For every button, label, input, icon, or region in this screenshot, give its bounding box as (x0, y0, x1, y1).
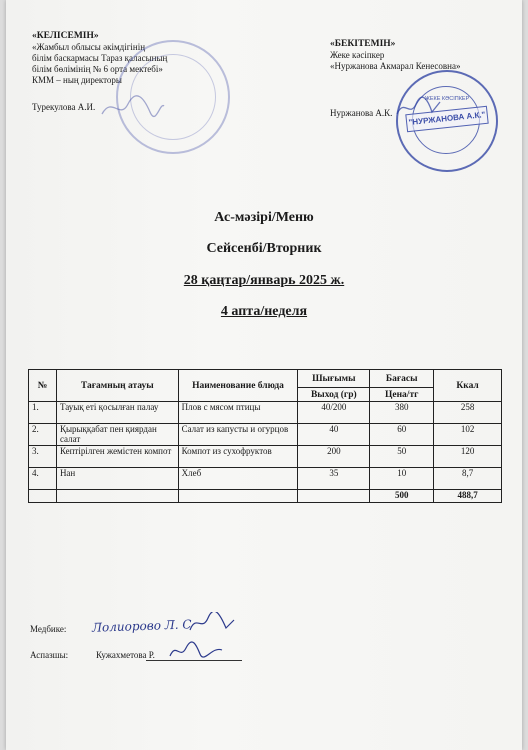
cook-name: Кужахметова Р. (96, 650, 155, 660)
menu-table (28, 369, 502, 503)
director-signature (98, 92, 168, 122)
day-title: Сейсенбі/Вторник (206, 241, 322, 256)
approve-right-line: «Нуржанова Акмарал Кенесовна» (330, 61, 461, 71)
cell-yield: 200 (298, 446, 370, 468)
approve-left-line: «Жамбыл облысы әкімдігінің (32, 42, 146, 52)
cell-name-ru: Салат из капусты и огурцов (178, 424, 298, 446)
cell-kcal: 120 (434, 446, 502, 468)
header-yield-kz: Шығымы (298, 370, 370, 388)
approve-left-line: білім баскармасы Тараз қаласының (32, 53, 168, 63)
total-kcal: 488,7 (434, 490, 502, 503)
cell-num: 2. (29, 424, 57, 446)
cell-num: 3. (29, 446, 57, 468)
table-row (29, 402, 502, 424)
approve-left-heading: «КЕЛІСЕМІН» (32, 31, 99, 41)
medic-label: Медбике: (30, 624, 67, 634)
medic-signature-mark (186, 612, 236, 636)
approve-left-line: КММ – ның директоры (32, 75, 122, 85)
stamp-top-text: ЖЕКЕ КӘСІПКЕР (424, 96, 470, 102)
stamp-center-text: "НУРЖАНОВА А.К." (405, 106, 488, 132)
table-row (29, 446, 502, 468)
header-yield-ru: Выход (гр) (298, 388, 370, 402)
document-page (6, 0, 522, 750)
table-row (29, 424, 502, 446)
cell-name-kz: Нан (56, 468, 178, 490)
medic-signature: Лолиорово Л. С (91, 617, 192, 635)
cell-price: 60 (370, 424, 434, 446)
menu-title: Ас-мәзірі/Меню (214, 210, 314, 225)
entrepreneur-seal-stamp (396, 70, 498, 172)
cell-num: 1. (29, 402, 57, 424)
header-price-ru: Цена/тг (370, 388, 434, 402)
cook-signature (166, 640, 226, 662)
approve-right-signer: Нуржанова А.К. (330, 108, 393, 118)
cell-name-kz: Тауық еті қосылған палау (56, 402, 178, 424)
cell-yield: 40/200 (298, 402, 370, 424)
cell-price: 50 (370, 446, 434, 468)
cell-yield: 40 (298, 424, 370, 446)
cell-kcal: 102 (434, 424, 502, 446)
week-title: 4 апта/неделя (220, 304, 308, 319)
total-price: 500 (370, 490, 434, 503)
header-kcal: Ккал (434, 370, 502, 402)
cell-name-ru: Хлеб (178, 468, 298, 490)
table-header-row (29, 370, 502, 388)
cell-name-ru: Компот из сухофруктов (178, 446, 298, 468)
approve-left-line: білім бөлімінің № 6 орта мектебі» (32, 64, 163, 74)
cell-yield: 35 (298, 468, 370, 490)
cell-num: 4. (29, 468, 57, 490)
cell-name-kz: Кептірілген жемістен компот (56, 446, 178, 468)
table-total-row (29, 490, 502, 503)
header-name-ru: Наименование блюда (178, 370, 298, 402)
cell-price: 380 (370, 402, 434, 424)
cell-price: 10 (370, 468, 434, 490)
cell-kcal: 258 (434, 402, 502, 424)
approve-right-line: Жеке кәсіпкер (330, 50, 385, 60)
approve-right-heading: «БЕКІТЕМІН» (330, 39, 396, 49)
cell-name-ru: Плов с мясом птицы (178, 402, 298, 424)
table-row (29, 468, 502, 490)
cell-name-kz: Қырыққабат пен қиярдан салат (56, 424, 178, 446)
header-num: № (29, 370, 57, 402)
approve-left-signer: Турекулова А.И. (32, 102, 96, 112)
header-price-kz: Бағасы (370, 370, 434, 388)
header-name-kz: Тағамның атауы (56, 370, 178, 402)
date-title: 28 қаңтар/январь 2025 ж. (183, 273, 345, 288)
entrepreneur-signature (394, 96, 444, 120)
cook-label: Аспазшы: (30, 650, 69, 660)
approval-block-right (330, 38, 510, 72)
cell-kcal: 8,7 (434, 468, 502, 490)
